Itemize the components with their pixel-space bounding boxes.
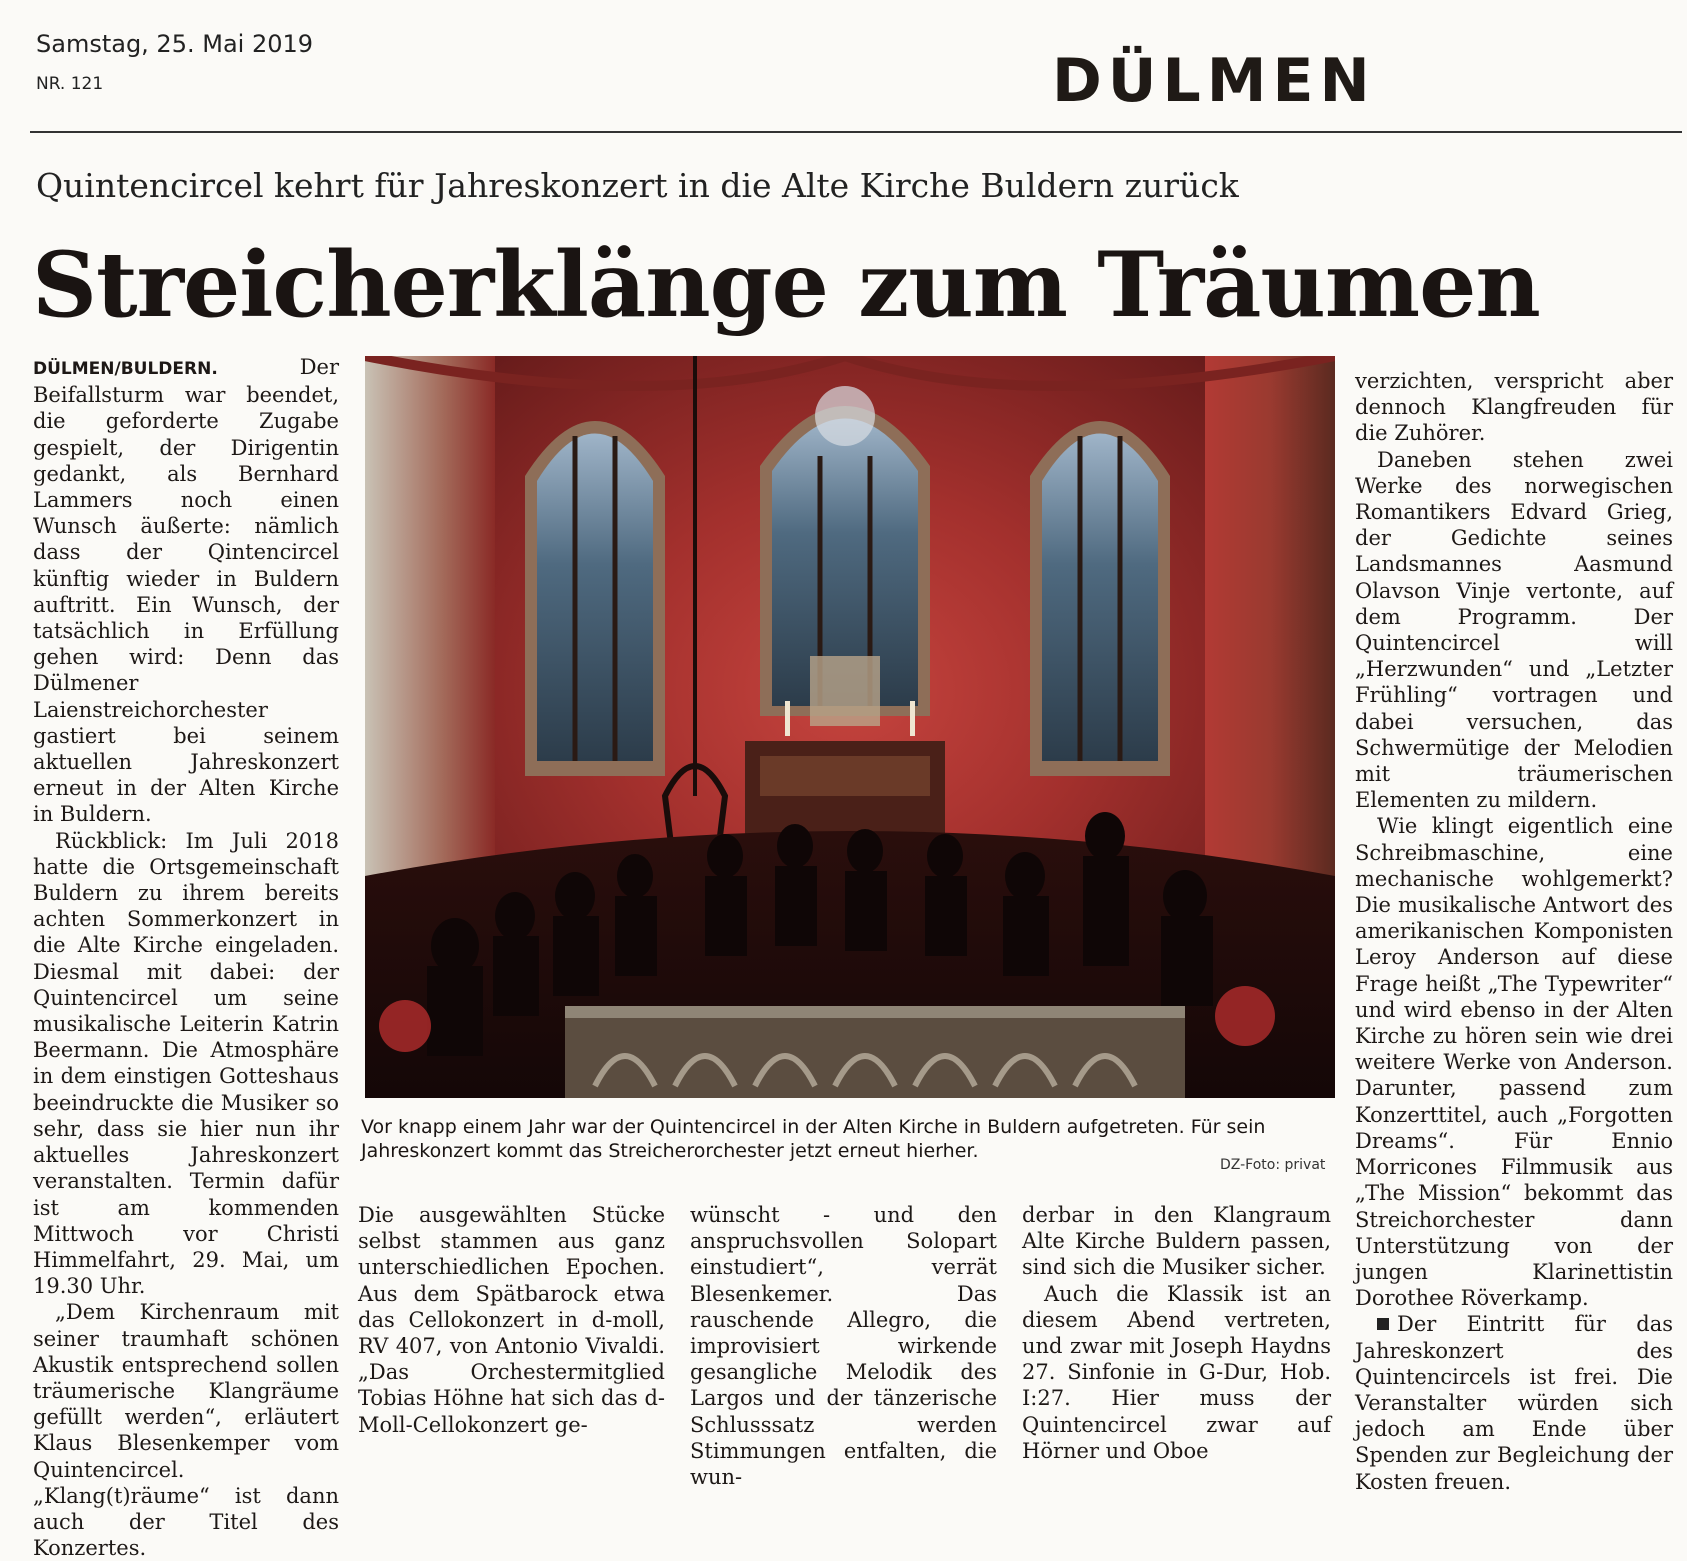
- photo-credit: DZ-Foto: privat: [1220, 1157, 1326, 1173]
- flowers-right: [1215, 986, 1275, 1046]
- info-note-text: Der Eintritt für das Jahreskonzert des Quintencircels ist frei. Die Veranstalter würden sich jedoch am Ende über Spenden zur Begleichung der Kosten freuen.: [1355, 1312, 1673, 1494]
- article-kicker: Quintencircel kehrt für Jahreskonzert in die Alte Kirche Buldern zurück: [36, 166, 1239, 205]
- church-interior-illustration: [365, 356, 1335, 1098]
- issue-number: NR. 121: [36, 74, 104, 94]
- paragraph: Daneben stehen zwei Werke des norwegischen Romantikers Edvard Grieg, der Gedichte seines Landsmannes Aasmund Olavson Vinje vertonte, auf dem Programm. Der Quintencircel will „Herzwunden“ und „Letzter Frühling“ vortragen und dabei versuchen, das Schwermütige der Melodien mit träumerischen Elementen zu mildern.: [1355, 447, 1673, 813]
- section-title: DÜLMEN: [1052, 46, 1376, 116]
- bullet-square-icon: [1377, 1318, 1389, 1330]
- article-column-2: [358, 1202, 665, 1438]
- article-column-5: [1355, 368, 1673, 1495]
- paragraph-text: Der Beifallsturm war beendet, die geforderte Zugabe gespielt, der Dirigentin gedankt, als Bernhard Lammers noch einen Wunsch äußerte: nämlich dass der Qintencircel künftig wieder in Buldern auftritt. Ein Wunsch, der tatsächlich in Erfüllung gehen wird: Denn das Dülmener Laienstreichorchester gastiert bei seinem aktuellen Jahreskonzert erneut in der Alten Kirche in Buldern.: [33, 355, 339, 827]
- paragraph: wünscht - und den anspruchsvollen Solopart einstudiert“, verrät Blesenkemer. Das rauschende Allegro, die improvisiert wirkende gesangliche Melodik des Largos und der tänzerische Schlusssatz werden Stimmungen entfalten, die wun-: [690, 1203, 997, 1490]
- dateline: DÜLMEN/BULDERN.: [33, 359, 218, 379]
- paragraph: verzichten, verspricht aber dennoch Klangfreuden für die Zuhörer.: [1355, 369, 1673, 446]
- front-railing: [565, 1006, 1185, 1098]
- left-stained-glass-window: [525, 421, 665, 776]
- paragraph: Auch die Klassik ist an diesem Abend vertreten, und zwar mit Joseph Haydns 27. Sinfonie in G-Dur, Hob. I:27. Hier muss der Quintencircel zwar auf Hörner und Oboe: [1022, 1281, 1331, 1463]
- article-column-4: [1022, 1202, 1331, 1464]
- paragraph: Rückblick: Im Juli 2018 hatte die Ortsgemeinschaft Buldern zu ihrem bereits achten Sommerkonzert in die Alte Kirche eingeladen. Diesmal mit dabei: der Quintencircel um seine musikalische Leiterin Katrin Beermann. Die Atmosphäre in dem einstigen Gotteshaus beeindruckte die Musiker so sehr, dass sie hier nun ihr aktuelles Jahreskonzert veranstalten. Termin dafür ist am kommenden Mittwoch vor Christi Himmelfahrt, 29. Mai, um 19.30 Uhr.: [33, 828, 339, 1299]
- header-rule: [30, 131, 1682, 133]
- right-stained-glass-window: [1030, 421, 1170, 776]
- info-note: [1355, 1311, 1673, 1494]
- statue: [810, 656, 880, 726]
- photo-caption: Vor knapp einem Jahr war der Quintencircel in der Alten Kirche in Buldern aufgetreten. Für sein Jahreskonzert kommt das Streicherorchester jetzt erneut hierher.: [361, 1116, 1266, 1162]
- flowers-left: [379, 1000, 431, 1052]
- article-headline: Streicherklänge zum Träumen: [32, 232, 1540, 338]
- paragraph: Wie klingt eigentlich eine Schreibmaschine, eine mechanische wohlgemerkt? Die musikalische Antwort des amerikanischen Komponisten Leroy Anderson auf diese Frage heißt „The Typewriter“ und wird ebenso in der Alten Kirche zu hören sein wie drei weitere Werke von Anderson. Darunter, passend zum Konzerttitel, auch „Forgotten Dreams“. Für Ennio Morricones Filmmusik aus „The Mission“ bekommt das Streichorchester dann Unterstützung von der jungen Klarinettistin Dorothee Röverkamp.: [1355, 814, 1673, 1311]
- paragraph: Die ausgewählten Stücke selbst stammen aus ganz unterschiedlichen Epochen. Aus dem Spätbarock etwa das Cellokonzert in d-moll, RV 407, von Antonio Vivaldi. „Das Orchestermitglied Tobias Höhne hat sich das d-Moll-Cellokonzert ge-: [358, 1203, 665, 1437]
- paragraph: „Dem Kirchenraum mit seiner traumhaft schönen Akustik entsprechend sollen träumerische Klangräume gefüllt werden“, erläutert Klaus Blesenkemper vom Quintencircel. „Klang(t)räume“ ist dann auch der Titel des Konzertes.: [33, 1300, 339, 1561]
- article-column-1: [33, 354, 339, 1561]
- concert-photo: [365, 356, 1335, 1098]
- paragraph: derbar in den Klangraum Alte Kirche Buldern passen, sind sich die Musiker sicher.: [1022, 1203, 1331, 1280]
- article-column-3: [690, 1202, 997, 1490]
- issue-date: Samstag, 25. Mai 2019: [36, 30, 314, 58]
- paragraph: [33, 354, 339, 828]
